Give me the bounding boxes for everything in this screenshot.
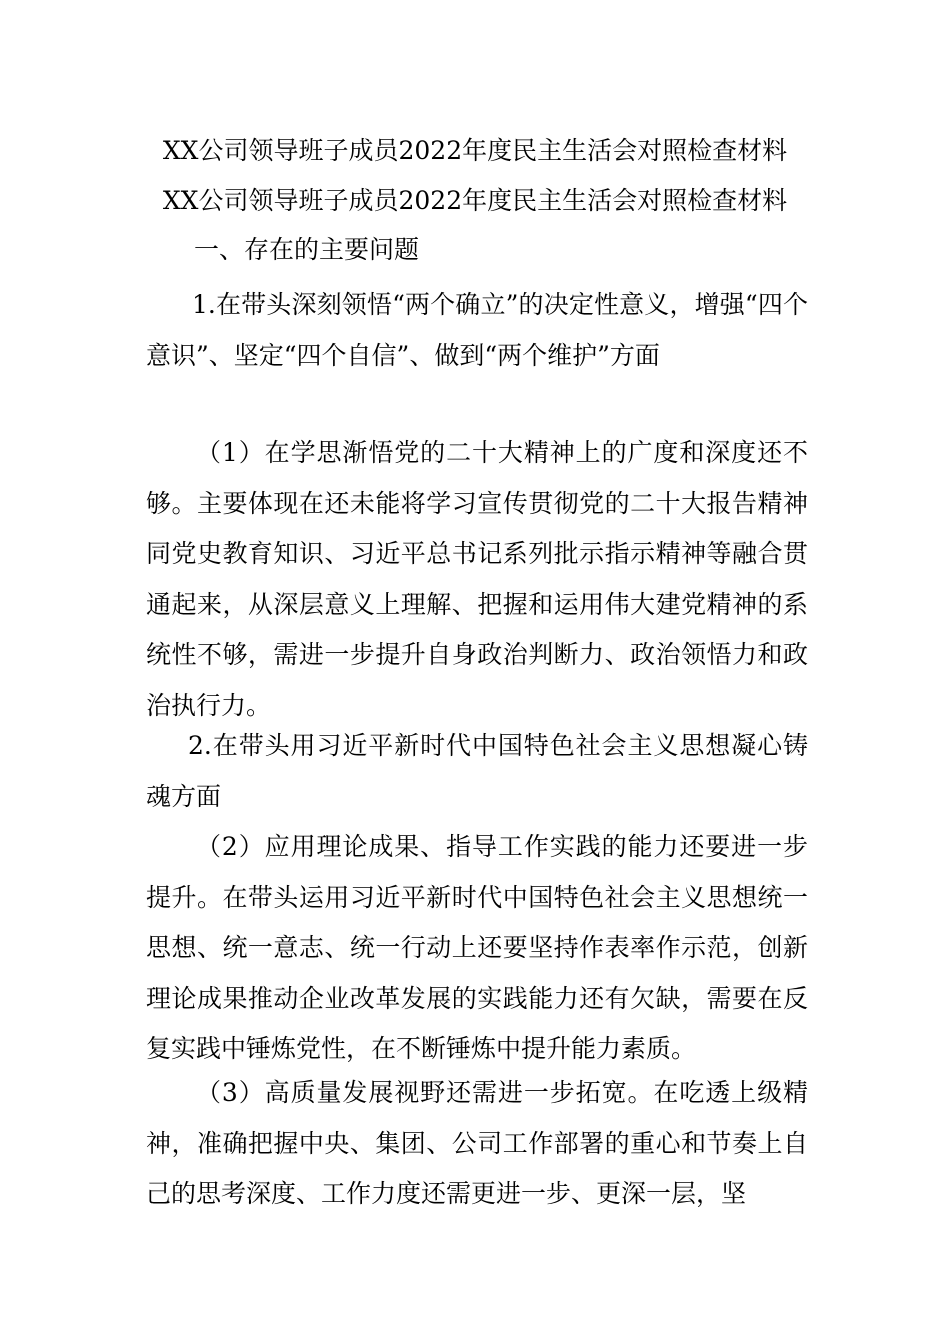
document-title: XX公司领导班子成员2022年度民主生活会对照检查材料 [162, 136, 788, 165]
document-title-repeat: XX公司领导班子成员2022年度民主生活会对照检查材料 [162, 186, 788, 215]
paragraph-item-1: （1）在学思渐悟党的二十大精神上的广度和深度还不够。主要体现在还未能将学习宣传贯彻党的二十大报告精神同党史教育知识、习近平总书记系列批示指示精神等融合贯通起来，从深层意义上理解、把握和运用伟大建党精神的系统性不够，需进一步提升自身政治判断力、政治领悟力和政治执行力。 [146, 438, 808, 720]
paragraph-item-3: （3）高质量发展视野还需进一步拓宽。在吃透上级精神，准确把握中央、集团、公司工作部署的重心和节奏上自己的思考深度、工作力度还需更进一步、更深一层，坚 [146, 1078, 808, 1208]
paragraph-item-2: （2）应用理论成果、指导工作实践的能力还要进一步提升。在带头运用习近平新时代中国特色社会主义思想统一思想、统一意志、统一行动上还要坚持作表率作示范，创新理论成果推动企业改革发展的实践能力还有欠缺，需要在反复实践中锤炼党性，在不断锤炼中提升能力素质。 [146, 832, 808, 1063]
subsection-heading-2: 2.在带头用习近平新时代中国特色社会主义思想凝心铸魂方面 [146, 731, 808, 811]
section-heading-problems: 一、存在的主要问题 [194, 235, 420, 264]
subsection-heading-1: 1.在带头深刻领悟“两个确立”的决定性意义，增强“四个意识”、坚定“四个自信”、做到“两个维护”方面 [146, 290, 808, 370]
